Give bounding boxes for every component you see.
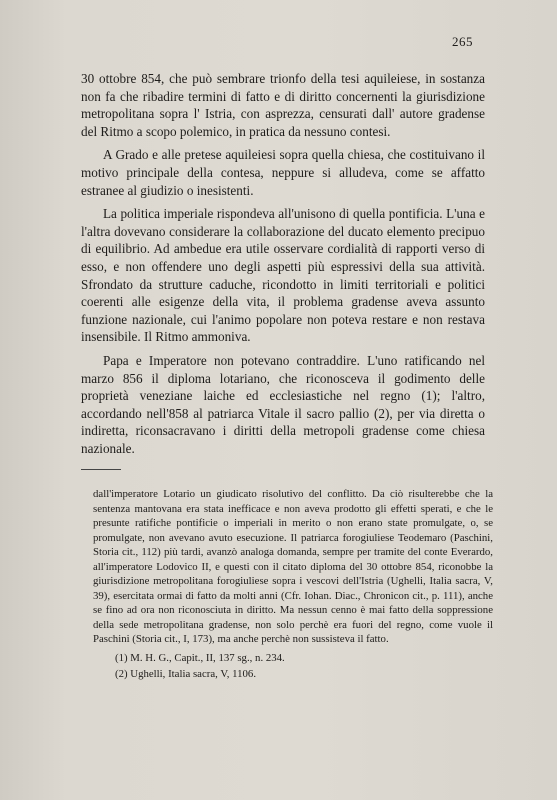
paragraph: A Grado e alle pretese aquileiesi sopra quella chiesa, che costituivano il motivo principale della contesa, neppure si alludeva, come se affatto estranee al giudizio o inesistenti. (81, 147, 485, 198)
footnote-continuation: dall'imperatore Lotario un giudicato risolutivo del conflitto. Da ciò risulterebbe che la sentenza mantovana era stata inefficace e non aveva prodotto gli effetti sperati, e che le presunte ratifiche pontificie o imperiali in merito o non erano state promulgate, o, se promulgate, non avevano avuto esecuzione. Il patriarca forogiuliese Teodemaro (Paschini, Storia cit., 112) più tardi, avanzò analoga domanda, sempre per tramite del conte Everardo, all'imperatore Lodovico II, e questi con il citato diploma del 30 ottobre 854, riconobbe la giurisdizione metropolitana forogiuliese sopra i vescovi dell'Istria (Ughelli, Italia sacra, V, 39), esercitata ormai di fatto da molti anni (Cfr. Iohan. Diac., Chronicon cit., p. 111), anche se fino ad ora non riconosciuta in diritto. Ma nessun cenno è mai fatto della soppressione della sede metropolitana gradense, non solo perchè era fuori del regno, come vuole il Paschini (Storia cit., I, 173), ma anche perchè non sussisteva il fatto. (93, 488, 493, 645)
footnote-divider (81, 469, 121, 470)
paragraph: Papa e Imperatore non potevano contraddire. L'uno ratificando nel marzo 856 il diploma lotariano, che riconosceva il godimento delle proprietà veneziane laiche ed ecclesiastiche nel regno (1); l'altro, accordando nell'858 al patriarca Vitale il sacro pallio (2), per via diretta o indiretta, riconsacravano i diritti della metropoli gradense come chiesa nazionale. (81, 352, 485, 456)
paragraph: 30 ottobre 854, che può sembrare trionfo della tesi aquileiese, in sostanza non fa che ribadire termini di fatto e di diritto concernenti la giurisdizione metropolitana sopra l' Istria, con asprezza, censurati dall' autore gradense del Ritmo a scopo polemico, in pratica da nessuno contesi. (81, 71, 485, 139)
paragraph: La politica imperiale rispondeva all'unisono di quella pontificia. L'una e l'altra dovevano considerare la collaborazione del ducato elemento precipuo di equilibrio. Ad ambedue era utile osservare cordialità di rapporti verso di esso, e non offendere uno degli aspetti più espressivi della sua attività. Sfrondato da strutture caduche, ricondotto in limiti territoriali e politici coerenti alle esigenze della vita, il problema gradense aveva assunto funzione nazionale, cui l'animo popolare non poteva restare e non restava insensibile. Il Ritmo ammoniva. (81, 206, 485, 345)
footnote-1: (1) M. H. G., Capit., II, 137 sg., n. 234. (115, 651, 285, 664)
page-number: 265 (452, 34, 473, 49)
footnote-2: (2) Ughelli, Italia sacra, V, 1106. (115, 668, 257, 680)
footnotes (93, 487, 493, 682)
main-text (81, 70, 485, 463)
